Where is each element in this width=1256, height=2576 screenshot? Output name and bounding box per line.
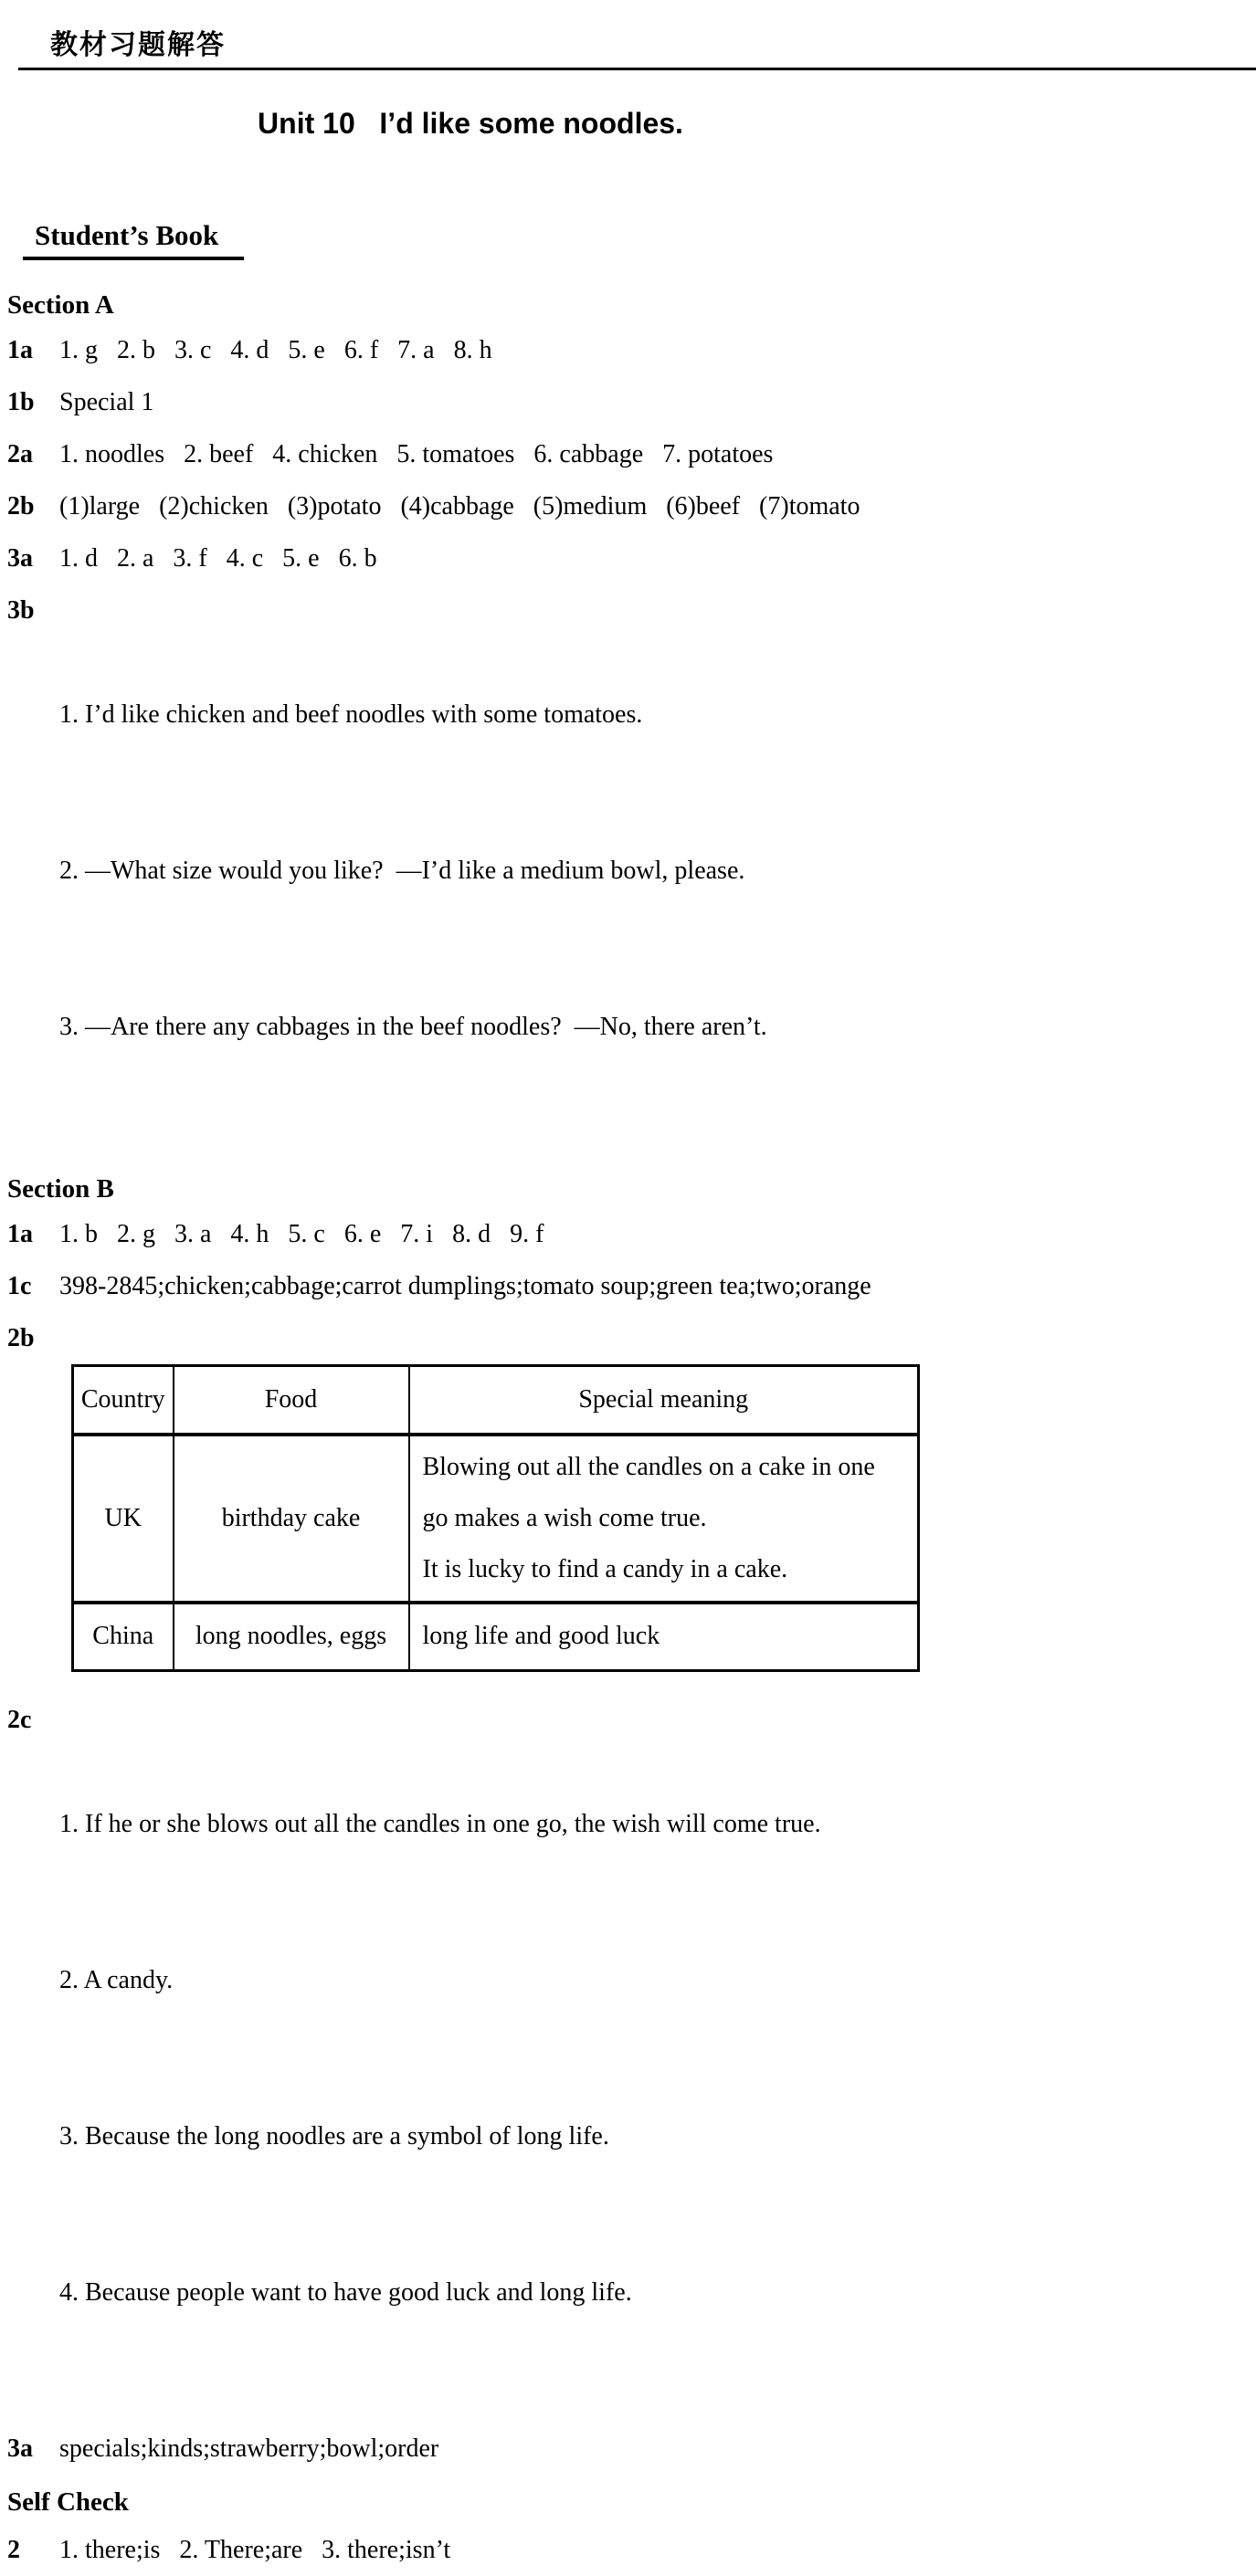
table-header-country: Country (73, 1366, 174, 1435)
answer-row-b-3a (7, 2423, 1256, 2475)
meaning-paragraph: Blowing out all the candles on a cake in one go makes a wish come true. (422, 1453, 875, 1532)
answer-text-multiline (59, 584, 767, 1157)
section-a-heading: Section A (7, 290, 114, 320)
answer-line: 2. A candy. (59, 1965, 174, 1994)
answer-text: 1. g 2. b 3. c 4. d 5. e 6. f 7. a 8. h (59, 336, 492, 364)
answer-row-2b (7, 480, 1256, 532)
answer-row-3b (7, 584, 1256, 1157)
answer-label: 3a (7, 2434, 33, 2463)
table-cell-food: long noodles, eggs (174, 1603, 409, 1670)
answer-text: 1. there;is 2. There;are 3. there;isn’t (59, 2535, 451, 2564)
answer-text: 1. b 2. g 3. a 4. h 5. c 6. e 7. i 8. d 9. f (59, 1220, 544, 1248)
self-check-heading: Self Check (7, 2487, 129, 2517)
table-cell-meaning (409, 1435, 919, 1603)
table-row-china (73, 1603, 919, 1670)
meaning-paragraph: long life and good luck (422, 1622, 660, 1651)
answer-row-3a (7, 532, 1256, 584)
answer-line: 1. If he or she blows out all the candles in one go, the wish will come true. (59, 1809, 821, 1838)
table-row-uk (73, 1435, 919, 1603)
answer-row-b-1c (7, 1260, 1256, 1312)
answer-label: 1c (7, 1272, 32, 1300)
answer-row-1b (7, 376, 1256, 428)
masthead (0, 0, 1256, 62)
table-cell-country: UK (73, 1435, 174, 1603)
answer-row-b-2b (7, 1312, 1256, 1364)
answer-text: 398-2845;chicken;cabbage;carrot dumplings;tomato soup;green tea;two;orange (59, 1272, 871, 1300)
answer-text-multiline (59, 1694, 821, 2423)
table-header-row (73, 1366, 919, 1435)
masthead-rule (18, 68, 1256, 70)
answer-line: 1. I’d like chicken and beef noodles with some tomatoes. (59, 700, 643, 729)
table-cell-meaning (409, 1603, 919, 1670)
answer-label: 3a (7, 544, 33, 573)
table-header-food: Food (174, 1366, 409, 1435)
students-book-heading: Student’s Book (23, 219, 244, 260)
answer-text: (1)large (2)chicken (3)potato (4)cabbage (5)medium (6)beef (7)tomato (59, 492, 860, 520)
answer-label: 3b (7, 596, 35, 625)
unit-title: Unit 10 I’d like some noodles. (258, 107, 683, 140)
book-heading-wrap (23, 219, 1256, 260)
answer-text: 1. noodles 2. beef 4. chicken 5. tomatoes 6. cabbage 7. potatoes (59, 440, 774, 468)
answer-line: 2. —What size would you like? —I’d like a medium bowl, please. (59, 857, 745, 885)
answer-row-2a (7, 428, 1256, 480)
answer-label: 1a (7, 336, 33, 364)
answer-label: 2b (7, 1324, 35, 1352)
answer-label: 2 (7, 2535, 20, 2564)
food-meaning-table (71, 1364, 920, 1672)
table-cell-country: China (73, 1603, 174, 1670)
answer-text: 1. d 2. a 3. f 4. c 5. e 6. b (59, 544, 377, 573)
answer-label: 2b (7, 492, 35, 520)
section-b-heading: Section B (7, 1174, 114, 1204)
answer-label: 2a (7, 440, 33, 468)
answer-label: 1a (7, 1220, 33, 1248)
answer-row-2c (7, 1694, 1256, 2423)
answer-text: specials;kinds;strawberry;bowl;order (59, 2434, 439, 2463)
answer-label: 1b (7, 388, 35, 416)
answer-row-b-1a (7, 1208, 1256, 1260)
masthead-title: 教材习题解答 (50, 30, 226, 60)
meaning-paragraph: It is lucky to find a candy in a cake. (422, 1555, 788, 1583)
answer-row-1a (7, 324, 1256, 376)
answer-line: 3. —Are there any cabbages in the beef noodles? —No, there aren’t. (59, 1013, 767, 1041)
answer-text: Special 1 (59, 388, 154, 416)
table-cell-food: birthday cake (174, 1435, 409, 1603)
answer-line: 3. Because the long noodles are a symbol of long life. (59, 2121, 609, 2150)
table-header-special-meaning: Special meaning (409, 1366, 919, 1435)
answer-line: 4. Because people want to have good luck and long life. (59, 2277, 632, 2307)
answer-row-selfcheck-2 (7, 2524, 1256, 2576)
answer-label: 2c (7, 1705, 32, 1734)
